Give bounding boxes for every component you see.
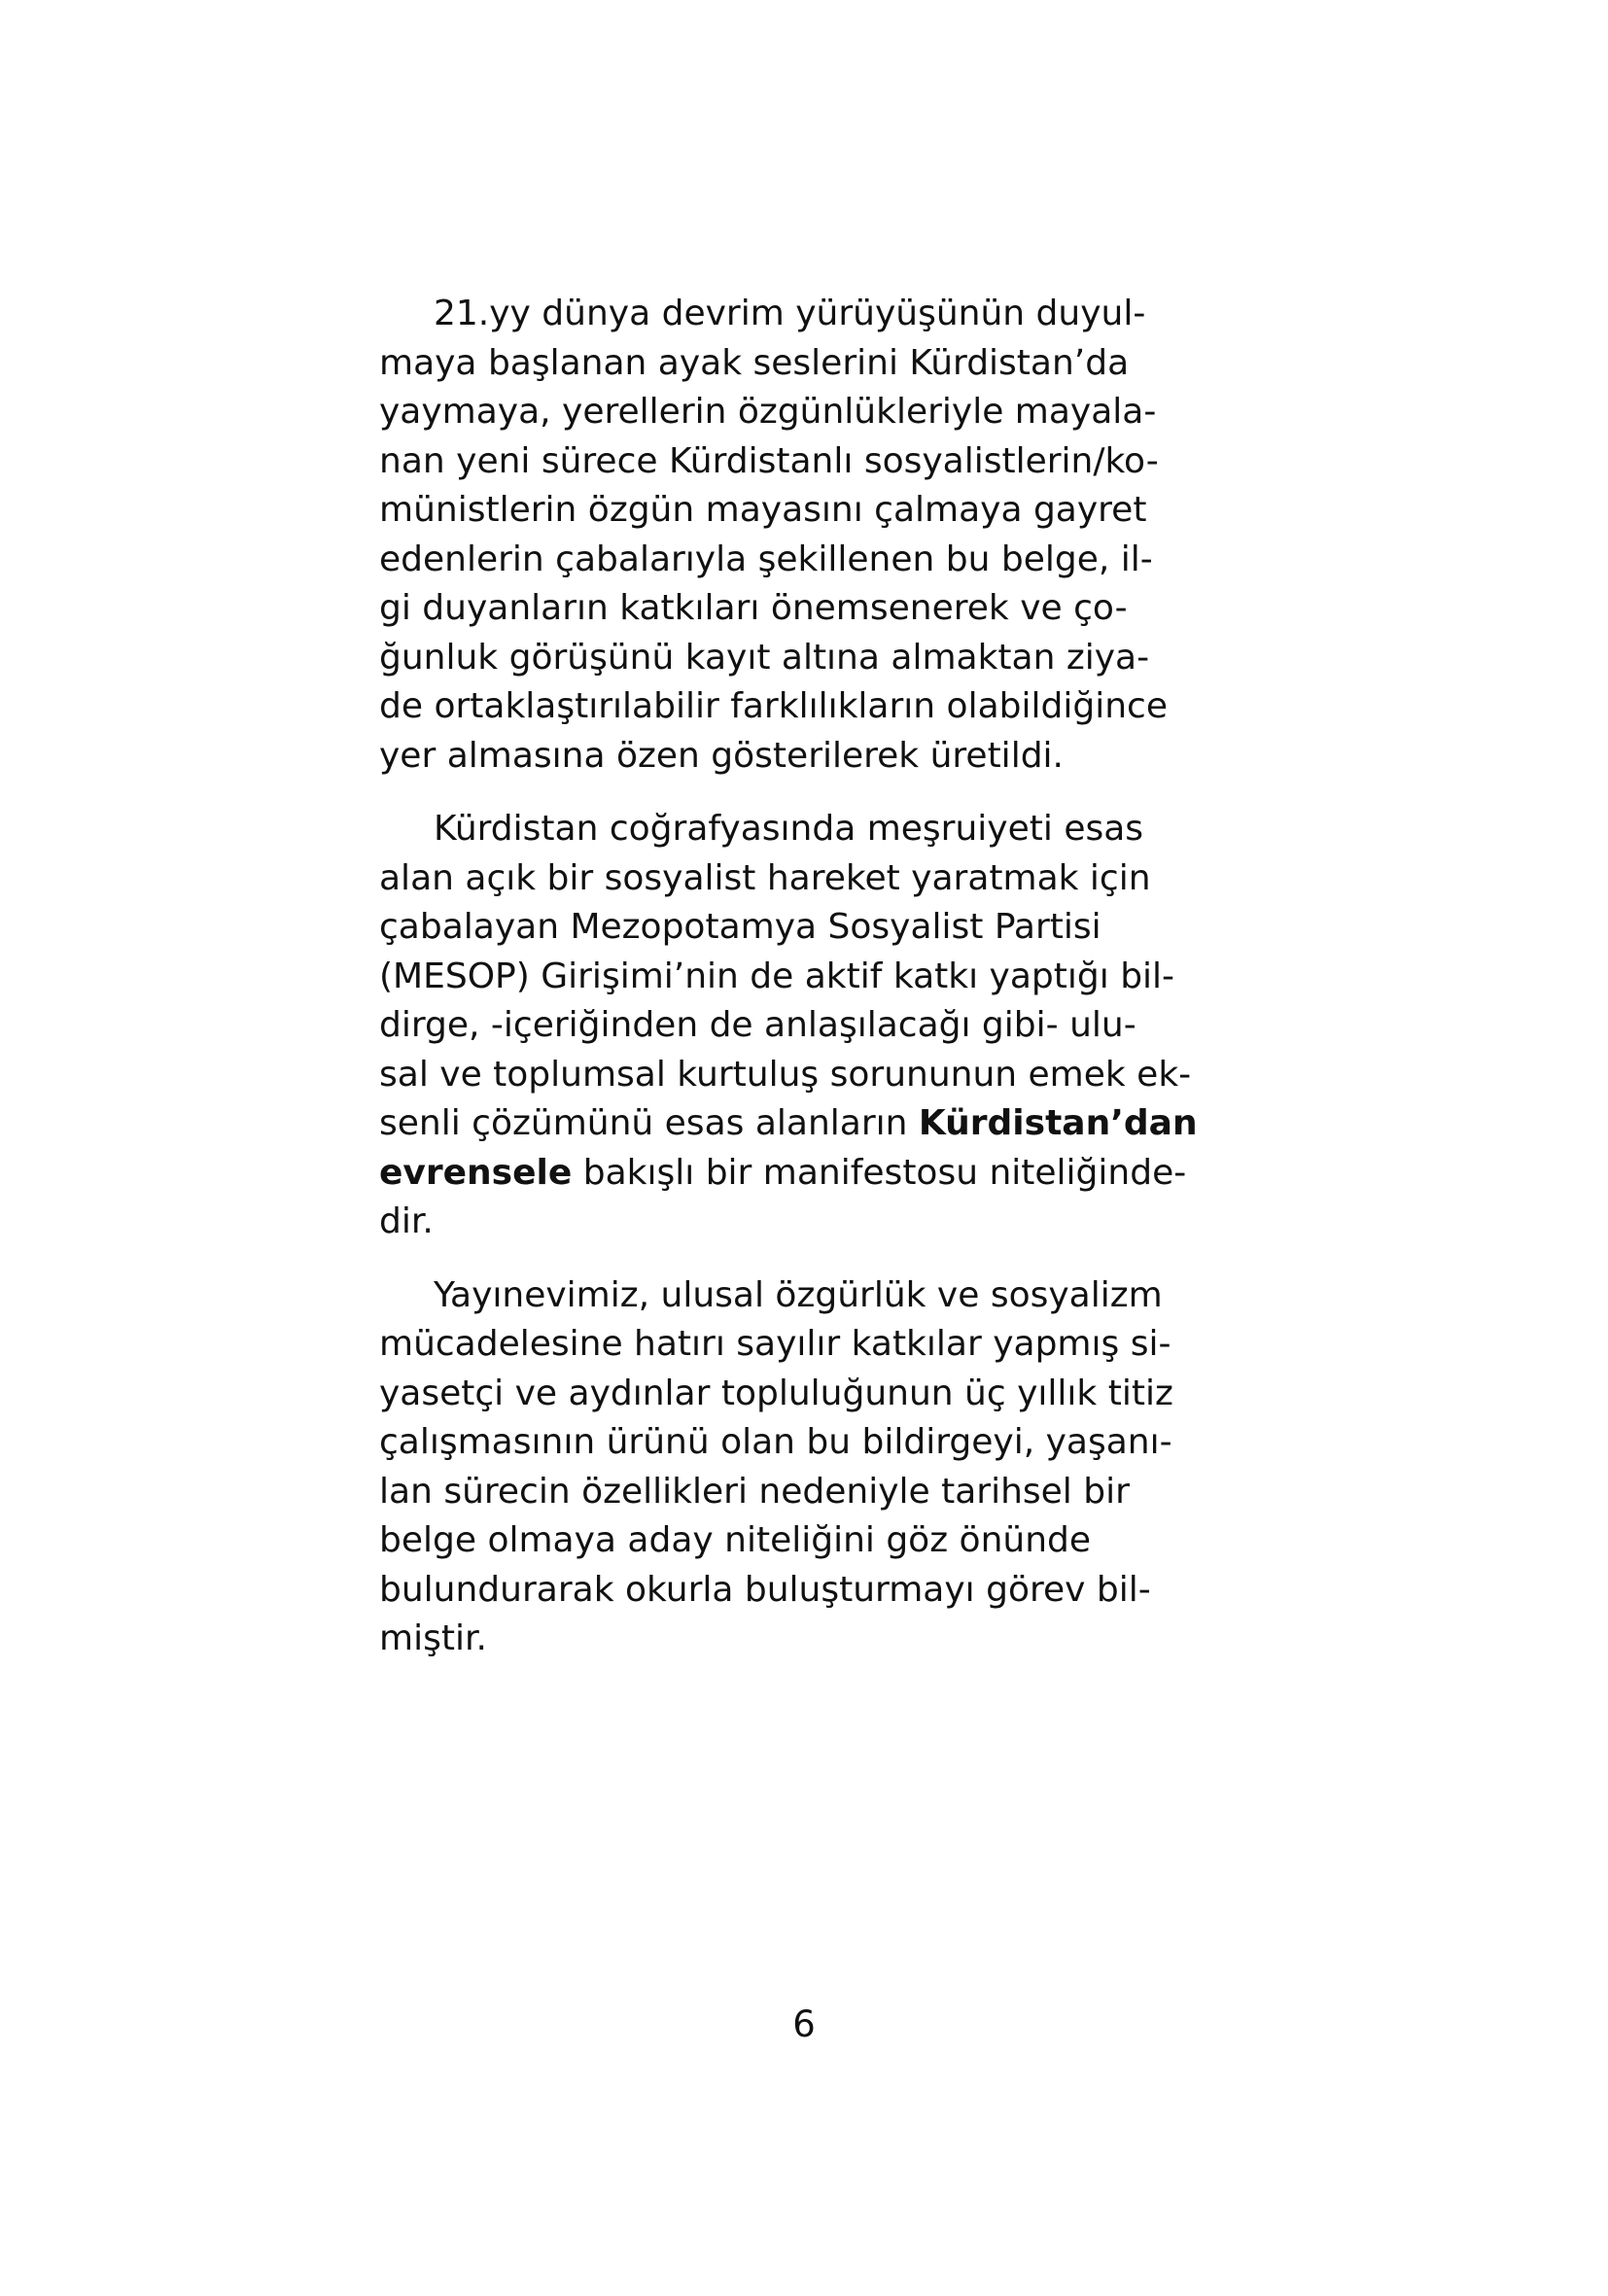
text-line: alan açık bir sosyalist hareket yaratmak için <box>379 857 1151 898</box>
text-line: Kürdistan coğrafyasında meşruiyeti esas <box>434 809 1144 849</box>
text-line: bulundurarak okurla buluşturmayı görev bil- <box>379 1569 1151 1610</box>
text-line: münistlerin özgün mayasını çalmaya gayret <box>379 490 1147 530</box>
text-line: sal ve toplumsal kurtuluş sorununun emek ek- <box>379 1054 1192 1095</box>
text-line: dirge, -içeriğinden de anlaşılacağı gibi- ulu- <box>379 1005 1136 1045</box>
bold-emphasis: Kürdistan’dan <box>918 1103 1198 1143</box>
text-line <box>379 1149 1206 1199</box>
text-line: de ortaklaştırılabilir farklılıkların olabildiğince <box>379 686 1168 726</box>
text-line: çalışmasının ürünü olan bu bildirgeyi, yaşanı- <box>379 1422 1172 1462</box>
text-line: edenlerin çabalarıyla şekillenen bu belge, il- <box>379 539 1153 579</box>
text-line: çabalayan Mezopotamya Sosyalist Partisi <box>379 907 1101 947</box>
text-line: 21.yy dünya devrim yürüyüşünün duyul- <box>434 294 1146 333</box>
text-line: (MESOP) Girişimi’nin de aktif katkı yaptığı bil- <box>379 956 1175 996</box>
text-line: mücadelesine hatırı sayılır katkılar yapmış si- <box>379 1324 1171 1364</box>
body-text <box>379 290 1206 1664</box>
text-line-segment: senli çözümünü esas alanların <box>379 1103 919 1143</box>
text-line: miştir. <box>379 1618 487 1658</box>
paragraph-3 <box>379 1271 1206 1664</box>
page-number: 6 <box>792 2003 816 2045</box>
text-line: ğunluk görüşünü kayıt altına almaktan ziya- <box>379 637 1150 678</box>
bold-emphasis: evrensele <box>379 1152 573 1193</box>
text-line: dir. <box>379 1201 434 1241</box>
text-line <box>379 1099 1206 1149</box>
paragraph-2 <box>379 805 1206 1247</box>
text-line: yasetçi ve aydınlar topluluğunun üç yıllık titiz <box>379 1373 1173 1413</box>
text-line: nan yeni sürece Kürdistanlı sosyalistlerin/ko- <box>379 440 1159 481</box>
text-line: belge olmaya aday niteliğini göz önünde <box>379 1520 1092 1560</box>
text-line: lan sürecin özellikleri nedeniyle tarihsel bir <box>379 1471 1130 1512</box>
text-line: maya başlanan ayak seslerini Kürdistan’da <box>379 342 1130 383</box>
text-line: Yayınevimiz, ulusal özgürlük ve sosyalizm <box>434 1274 1163 1315</box>
paragraph-1 <box>379 290 1206 781</box>
text-line: yaymaya, yerellerin özgünlükleriyle mayala- <box>379 392 1157 432</box>
text-line-segment: bakışlı bir manifestosu niteliğinde- <box>572 1152 1187 1193</box>
text-line: yer almasına özen gösterilerek üretildi. <box>379 735 1064 776</box>
text-line: gi duyanların katkıları önemsenerek ve ço- <box>379 588 1128 628</box>
